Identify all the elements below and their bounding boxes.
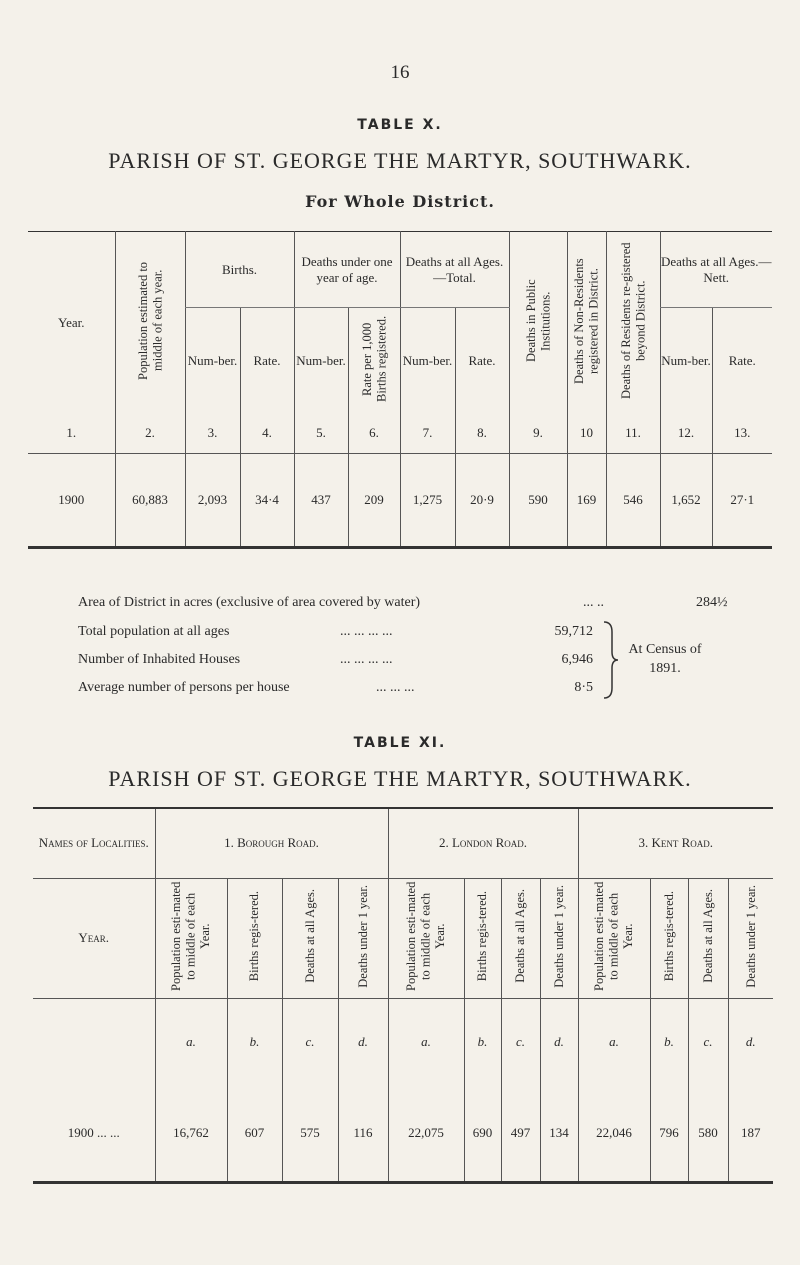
sub-header: Population esti-mated to middle of each Year. <box>388 878 464 998</box>
header-locality-2: 2. London Road. <box>388 808 578 878</box>
table-xi-parish-title: PARISH OF ST. GEORGE THE MARTYR, SOUTHWARK. <box>108 766 692 791</box>
cell-value: 22,075 <box>388 1086 464 1182</box>
census-line: Total population at all ages ... ... ... ... 59,712 <box>78 624 593 639</box>
cell-value: 187 <box>728 1086 773 1182</box>
column-numbers-row <box>28 414 772 454</box>
table-x-subtitle: For Whole District. <box>305 192 495 211</box>
header-year: Year. <box>78 930 110 945</box>
cell-births-rate: 34·4 <box>240 454 294 548</box>
cell-under-one-number: 437 <box>294 454 348 548</box>
col-letter: b. <box>227 998 282 1086</box>
sub-header: Births regis-tered. <box>464 878 501 998</box>
table-x <box>28 231 772 549</box>
col-num: 6. <box>348 414 400 454</box>
header-births-rate: Rate. <box>240 308 294 414</box>
cell-year: 1900 ... ... <box>67 1125 120 1141</box>
col-letter: d. <box>728 998 773 1086</box>
header-deaths-non-residents: Deaths of Non-Residents registered in District. <box>567 232 606 414</box>
sub-header: Deaths at all Ages. <box>688 878 728 998</box>
header-deaths-public: Deaths in Public Institutions. <box>509 232 567 414</box>
census-line: Number of Inhabited Houses ... ... ... ... 6,946 <box>78 652 593 667</box>
area-value: 284½ <box>696 595 728 610</box>
col-letter: a. <box>155 998 227 1086</box>
census-brace-icon <box>600 618 620 702</box>
header-total-number: Num-ber. <box>400 308 455 414</box>
col-letter: b. <box>464 998 501 1086</box>
area-note <box>78 595 738 611</box>
header-deaths-residents-beyond: Deaths of Residents re-gistered beyond District. <box>606 232 660 414</box>
col-num: 8. <box>455 414 509 454</box>
cell-value: 16,762 <box>155 1086 227 1182</box>
census-notes <box>78 624 598 704</box>
header-total-rate: Rate. <box>455 308 509 414</box>
col-num: 4. <box>240 414 294 454</box>
cell-value: 497 <box>501 1086 540 1182</box>
cell-total-number: 1,275 <box>400 454 455 548</box>
cell-value: 607 <box>227 1086 282 1182</box>
cell-under-one-rate: 209 <box>348 454 400 548</box>
cell-total-rate: 20·9 <box>455 454 509 548</box>
sub-header: Deaths at all Ages. <box>501 878 540 998</box>
cell-nett-number: 1,652 <box>660 454 712 548</box>
header-deaths-under-one: Deaths under one year of age. <box>294 232 400 308</box>
header-deaths-total: Deaths at all Ages.—Total. <box>400 232 509 308</box>
area-label: Area of District in acres (exclusive of area covered by water) <box>78 595 421 610</box>
col-num: 9. <box>509 414 567 454</box>
cell-non-residents: 169 <box>567 454 606 548</box>
sub-header: Deaths under 1 year. <box>540 878 578 998</box>
header-year: Year. <box>58 314 85 330</box>
letters-row <box>33 998 773 1086</box>
header-population: Population estimated to middle of each year. <box>115 232 185 414</box>
cell-value: 580 <box>688 1086 728 1182</box>
sub-header: Population esti-mated to middle of each Year. <box>155 878 227 998</box>
census-note: At Census of 1891. <box>628 642 702 676</box>
table-x-label: TABLE X. <box>357 117 443 133</box>
header-under-one-rate: Rate per 1,000 Births registered. <box>348 308 400 414</box>
col-num: 13. <box>712 414 772 454</box>
cell-births-number: 2,093 <box>185 454 240 548</box>
sub-header: Population esti-mated to middle of each Year. <box>578 878 650 998</box>
cell-residents-beyond: 546 <box>606 454 660 548</box>
cell-value: 116 <box>338 1086 388 1182</box>
col-num: 10 <box>567 414 606 454</box>
col-letter: c. <box>282 998 338 1086</box>
col-letter: d. <box>540 998 578 1086</box>
col-num: 11. <box>606 414 660 454</box>
cell-value: 134 <box>540 1086 578 1182</box>
col-letter: d. <box>338 998 388 1086</box>
col-num: 2. <box>115 414 185 454</box>
header-under-one-number: Num-ber. <box>294 308 348 414</box>
table-row <box>28 454 772 548</box>
cell-value: 796 <box>650 1086 688 1182</box>
area-dots: ... .. <box>583 595 604 610</box>
header-births: Births. <box>185 232 294 308</box>
col-letter: c. <box>688 998 728 1086</box>
col-letter: a. <box>388 998 464 1086</box>
col-num: 3. <box>185 414 240 454</box>
table-xi-label: TABLE XI. <box>353 735 447 751</box>
header-nett-rate: Rate. <box>712 308 772 414</box>
table-row <box>33 1086 773 1182</box>
sub-header: Deaths at all Ages. <box>282 878 338 998</box>
sub-header: Births regis-tered. <box>227 878 282 998</box>
cell-value: 690 <box>464 1086 501 1182</box>
col-letter: b. <box>650 998 688 1086</box>
header-locality-1: 1. Borough Road. <box>155 808 388 878</box>
header-nett-number: Num-ber. <box>660 308 712 414</box>
col-letter: c. <box>501 998 540 1086</box>
col-num: 1. <box>66 425 77 441</box>
census-line: Average number of persons per house ... ... ... 8·5 <box>78 680 593 695</box>
col-letter: a. <box>578 998 650 1086</box>
sub-header: Deaths under 1 year. <box>728 878 773 998</box>
col-num: 12. <box>660 414 712 454</box>
cell-value: 22,046 <box>578 1086 650 1182</box>
col-num: 7. <box>400 414 455 454</box>
table-xi <box>33 807 773 1184</box>
table-x-parish-title: PARISH OF ST. GEORGE THE MARTYR, SOUTHWARK. <box>108 148 692 173</box>
col-num: 5. <box>294 414 348 454</box>
cell-nett-rate: 27·1 <box>712 454 772 548</box>
page-number: 16 <box>390 62 410 83</box>
header-births-number: Num-ber. <box>185 308 240 414</box>
cell-population: 60,883 <box>115 454 185 548</box>
header-locality-3: 3. Kent Road. <box>578 808 773 878</box>
header-deaths-nett: Deaths at all Ages.—Nett. <box>660 232 772 308</box>
sub-header: Deaths under 1 year. <box>338 878 388 998</box>
cell-value: 575 <box>282 1086 338 1182</box>
header-names-of-localities: Names of Localities. <box>38 835 149 851</box>
cell-deaths-public: 590 <box>509 454 567 548</box>
sub-header: Births regis-tered. <box>650 878 688 998</box>
cell-year: 1900 <box>58 492 85 507</box>
